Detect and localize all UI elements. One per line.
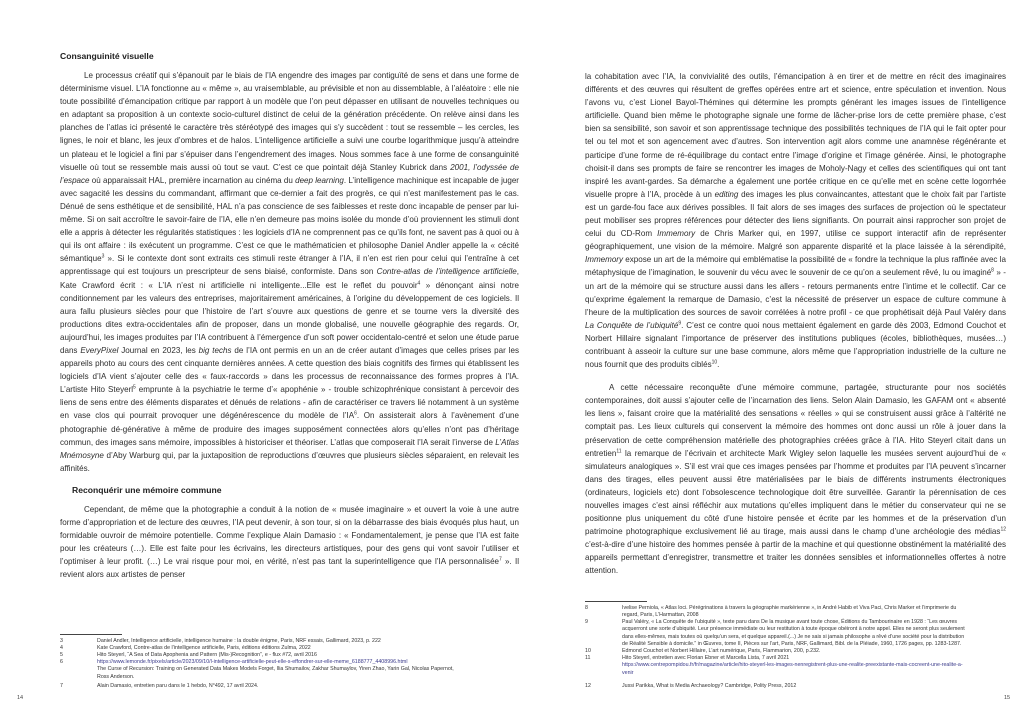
footnote-4: [60, 645, 460, 652]
footnote-ref[interactable]: 6: [354, 410, 357, 417]
italic-title: Immemory: [657, 229, 696, 239]
page-number-left: 14: [17, 695, 24, 701]
footnote-text: Ivelise Perniola, « Atlas loci. Pérégrinations à travers la géographie markérienne », in André Habib et Viva Paci, Chris Marker et l’imprimerie du regard, Paris, L’Harmattan, 2008: [622, 604, 957, 618]
footnote-ref[interactable]: 9: [678, 320, 682, 327]
text-run: la remarque de l’écrivain et architecte Mark Wigley selon laquelle les musées servent aujourd’hui de « simulateurs analogiques ». S’il est vrai que ces images pensées par l’homme et produites par l’IA peuvent s’incarner dans des tirages, elles peuvent aussi être matérialisées par le biais de différents instruments électroniques (ordinateurs, logiciels etc) dont l’obsolescence technologique doit être surveillée. Garantir la pérennisation de ces nouvelles images c’est ainsi réfléchir aux mutations qu’elles impliquent dans le métier du conservateur qui ne se positionne plus uniquement du côté d’une histoire pensée et écrite par les hommes et de la préservation d’un patrimoine photographique exclusivement lié au tirage, mais aussi dans le champ d’une archéologie des médias: [585, 448, 1006, 537]
italic-title: La Conquête de l’ubiquité: [585, 320, 679, 330]
footnote-ref[interactable]: 3: [101, 253, 105, 260]
footnote-separator: [60, 634, 122, 635]
footnote-ref[interactable]: 5: [133, 384, 136, 391]
footnote-link[interactable]: https://www.centrepompidou.fr/fr/magazine/article/hito-steyerl-les-images-nenregistrent-plus-une-realite-preexistante-mais-cocreent-une-realite-a-venir: [622, 662, 963, 676]
text-run: » dénonçant ainsi notre conditionnement par les valeurs des entreprises, majoritairement américaines, à l’origine du développement de ces logiciels. Il aura fallu plusieurs siècles pour que l’histoire de l’art s’ouvre aux questions de genre et se tourne vers la diversité des productions dites extra-occidentales afin de proposer, dans un monde globalisé, une nouvelle géographie des regards. Or, aujourd’hui, les images produites par l’IA contribuent à l’émergence d’un soft power occidentalo-centré et selon une étude parue dans: [60, 280, 519, 355]
footnote-ref[interactable]: 11: [616, 447, 622, 454]
footnote-text: Paul Valéry, « La Conquête de l’ubiquité », texte paru dans De la musique avant toute chose, Éditions du Tambourinaire en 1928 : “Les œuvres acquerront une sorte d’ubiquité. Leur présence immédiate ou leur restitution à toute époque obéiront à notre appel. Elles ne seront plus seulement dans elles-mêmes, mais toutes où quelqu’un sera, et quelque appareil.(...) Je ne sais si jamais philosophe a rêvé d’une société pour la distribution de Réalité Sensible à domicile.” in Œuvres, tome II, Pièces sur l’art, Paris, NRF, Gallimard, Bibl. de la Pléiade, 1960, 1726 pages, pp. 1283-1287.: [622, 619, 965, 647]
footnote-10: [585, 648, 965, 655]
right-page: [512, 0, 1024, 724]
footnote-9: [585, 619, 965, 648]
layout-spacer: [60, 581, 519, 633]
footnote-ref[interactable]: 12: [1000, 526, 1006, 533]
footnote-ref[interactable]: 4: [417, 279, 421, 286]
footnote-ref[interactable]: 7: [499, 556, 502, 563]
italic-term: editing: [714, 189, 739, 199]
footnote-text: Alain Damasio, entretien paru dans le 1 hebdo, N°492, 17 avril 2024.: [97, 682, 259, 689]
left-page-flow: [60, 50, 519, 690]
footnote-text: Daniel Andler, Intelligence artificielle, intelligence humaine : la double énigme, Paris, NRF essais, Gallimard, 2023, p. 222: [97, 637, 381, 644]
italic-title: 2001, l’odyssée de l’espace: [60, 162, 520, 185]
text-run: des images les plus convaincantes, attestant que le choix fait par l’artiste est un garde-fou face aux dérives possibles. Il fait alors de ses images des surfaces de projection où le spectateur peut mobiliser ses propres références pour détecter des liens signifiants. On pourrait ainsi rapprocher son projet de celui du CD-Rom: [585, 189, 1006, 239]
footnote-number: 11: [585, 655, 591, 662]
footnote-body: [622, 655, 965, 677]
footnote-text: The Curse of Recursion: Training on Generated Data Makes Models Forget, Ilia Shumailov, Zakhar Shumaylov, Yiren Zhao, Yarin Gal, Nicolas Papernot, Ross Anderson.: [97, 666, 454, 680]
text-run: Journal en 2023, les: [118, 345, 199, 355]
paragraph-gap: [585, 371, 1006, 381]
left-footnotes: [60, 638, 460, 690]
text-run: . On assisterait alors à l’avènement d’une photographie dé-générative à même de produire des images supposément connectées alors qu’elles n’ont pas d’héritage commun, des images sans mémoire, impossibles à historiciser et théoriser. L’atlas que composerait l’IA serait l’inverse de: [60, 411, 519, 447]
footnote-link[interactable]: https://www.lemonde.fr/pixels/article/2023/09/10/l-intelligence-artificielle-peut-elle-s-effondrer-sur-elle-meme_6188777_4408996.html: [97, 659, 408, 666]
italic-title: Immemory: [585, 255, 623, 265]
text-run: où apparaissait HAL, première incarnation au cinéma du: [89, 175, 296, 185]
footnote-number: 5: [60, 651, 63, 658]
footnote-text: Edmond Couchot et Norbert Hillaire, L’art numérique, Paris, Flammarion, 200, p.232.: [622, 647, 821, 654]
footnote-separator: [585, 601, 647, 602]
right-body-paragraph-1: [585, 70, 1006, 371]
italic-term: deep learning: [295, 175, 344, 185]
footnote-number: 6: [60, 659, 63, 666]
italic-title: L’Atlas Mnémosyne: [60, 437, 519, 460]
text-run: de Chris Marker qui, en 1997, utilise ce support interactif afin de représenter géographiquement, une vision de la mémoire. Malgré son apparente disparité et la place laissée à la sérendipité,: [585, 229, 1006, 252]
footnote-number: 12: [585, 682, 591, 689]
italic-term: big techs: [198, 345, 232, 355]
footnote-number: 7: [60, 682, 63, 689]
footnote-text: Jussi Parikka, What is Media Archaeology? Cambridge, Polity Press, 2012: [622, 682, 797, 689]
text-run: , Kate Crawford écrit : « L’IA n’est ni artificielle ni intelligente...Elle est le reflet du pouvoir: [60, 267, 519, 290]
text-run: ». Si le contexte dont sont extraits ces stimuli reste étranger à l’IA, il n’en est rien pour celui qui l’entraîne à cet apprentissage qui est toujours un prescripteur de sens biaisé, conformiste. Dans son: [60, 254, 519, 277]
text-run: A cette nécessaire reconquête d’une mémoire commune, partagée, structurante pour nos sociétés contemporaines, doit aussi s’ajouter celle de l’incarnation des liens. Selon Alain Damasio, les GAFAM ont « absenté les liens », faisant croire que la matérialité des sensations « réelles » qui se construisent aussi grâce à l’altérité ne comptait pas. Les lieux culturels qui conservent la mémoire des hommes ont donc aussi un rôle à jouer dans la préservation de cette compréhension matérielle des photographies créées grâce à l’IA. Hito Steyerl citait dans un entretien: [585, 383, 1006, 458]
footnote-text: Hito Steyerl, entretien avec Florian Ebner et Marcella Lista, 7 avril 2021: [622, 655, 790, 662]
left-body-paragraph-1: [60, 69, 519, 475]
footnote-number: 10: [585, 647, 591, 654]
section-heading-reconquerir: Reconquérir une mémoire commune: [72, 484, 222, 495]
text-run: . C’est ce contre quoi nous mettaient également en garde dès 2003, Edmond Couchot et Norbert Hillaire signalant l’importance de préserver des institutions publiques (écoles, bibliothèques, musées…) contribuant à asseoir la culture sur une base commune, alors même que l’appropriation industrielle de la culture ne nous fournit que des produits ciblés: [585, 320, 1006, 370]
footnote-11: [585, 655, 965, 677]
footnote-ref[interactable]: 8: [991, 267, 994, 274]
text-run: .: [717, 360, 720, 370]
left-body-paragraph-2: [60, 503, 519, 582]
layout-spacer: [585, 578, 1006, 601]
footnote-7: [60, 683, 460, 690]
footnote-body: [97, 659, 460, 681]
text-run: d’Aby Warburg qui, par la juxtaposition de reproductions d’œuvres que plusieurs siècles séparaient, en relevait les affinités.: [60, 450, 519, 473]
page-number-right: 15: [1004, 695, 1011, 701]
footnote-3: [60, 638, 460, 645]
footnote-text: Hito Steyerl, “A Sea of Data Apophenia and Pattern (Mis-)Recognition”, e - flux #72, avril 2016: [97, 651, 317, 658]
text-run: ». Il revient alors aux artistes de penser: [60, 557, 519, 580]
footnote-number: 4: [60, 644, 63, 651]
footnote-5: [60, 652, 460, 659]
right-body-paragraph-2: [585, 381, 1006, 577]
italic-title: Contre-atlas de l’intelligence artificielle: [376, 267, 517, 277]
text-run: expose un art de la mémoire qui emblématise la possibilité de « fondre la technique la plus raffinée avec la métaphysique de l’imagination, le souvenir du vécu avec le souvenir de ce qu’on a seulement rêvé, lu ou imaginé: [585, 255, 1006, 278]
section-heading-consanguinite: Consanguinité visuelle: [60, 51, 154, 61]
footnote-number: 9: [585, 619, 588, 626]
footnote-number: 3: [60, 637, 63, 644]
footnote-12: [585, 683, 965, 690]
text-run: Cependant, de même que la photographie a conduit à la notion de « musée imaginaire » et ouvert la voie à une autre forme d’appropriation et de lecture des œuvres, l’IA peut devenir, à son tour, si on la débarrasse des biais évoqués plus haut, un formidable ouvroir de mémoire potentielle. Comme l’explique Alain Damasio : « Fondamentalement, je pense que l’IA est faite pour les créateurs (…). Elle est faite pour les écrivains, les directeurs artistiques, pour des gens qui vont savoir l’utiliser et l’optimiser à leur profit. (…) Le vrai risque pour moi, en vérité, n’est pas tant la superintelligence que l’IA personnalisée: [60, 504, 519, 567]
text-run: emprunte à la psychiatrie le terme d’« apophénie » - trouble schizophrénique consistant à percevoir des liens de sens entre des éléments disparates et dénués de relations - afin de caractériser ce travers lié notamment à un système en vase clos qui pourrait provoquer une dégénérescence du modèle de l’IA: [60, 385, 519, 421]
footnote-6: [60, 659, 460, 681]
right-page-flow: [585, 70, 1006, 690]
text-run: c’est-à-dire d’une histoire des hommes pensée à partir de la machine et qui questionne obstinément la matérialité des appareils permettant d’enregistrer, transmettre et traiter les données sensibles et informationnelles offertes à notre attention.: [585, 540, 1006, 576]
footnote-8: [585, 605, 965, 619]
footnote-number: 8: [585, 604, 588, 611]
footnote-text: Kate Crawford, Contre-atlas de l’intelligence artificielle, Paris, éditions éditions Zulma, 2022: [97, 644, 311, 651]
right-footnotes: [585, 605, 965, 690]
italic-term: EveryPixel: [80, 345, 119, 355]
text-run: la cohabitation avec l’IA, la convivialité des outils, l’émancipation à en tirer et de mettre en récit des imaginaires différents et des œuvres qui résultent de greffes opérées entre art et science, entre spéculation et invention. Nous l’avons vu, c’est Lionel Bayol-Thémines qui détermine les prompts générant les images issues de l’intelligence artificielle. Quand bien même le photographe signale une forme de lâcher-prise lors de cette première phase, c’est bien sa sensibilité, son savoir et son apprentissage technique des possibilités techniques de l’IA qui le fait opter pour tel ou tel mot et son agencement avec d’autres. Son intervention agit alors comme une anamnèse régénérante et participe d’une forme de ré-équilibrage du contact entre l’image d’origine et l’image générée. Ainsi, le photographe choisit-il dans ses prompts de faire se rencontrer les images de Moholy-Nagy et celles des scientifiques qui ont tant inspiré les avant-gardes. Sa démarche a également une portée critique en ce qu’elle met en scène cette logorrhée visuelle propre à l’IA, procède à un: [585, 72, 1006, 199]
text-run: Le processus créatif qui s’épanouit par le biais de l’IA engendre des images par contiguïté de sens et dans une forme de déterminisme visuel. L’IA fonctionne au « même », au vraisemblable, au prévisible et non au dissemblable, à l’aléatoire : elle nie toute possibilité d’émancipation critique par rapport à un modèle que l’on peut dépasser en utilisant de nouvelles techniques ou en adaptant sa proposition à un contexte socio-culturel distinct de celui de la génération précédente. On relève ainsi dans les planches de l’atlas ici présenté le caractère très stéréotypé des images qui s’y succèdent : tout se ressemble – les cercles, les lignes, le noir et blanc, les jeux d’ombres et de halos. L’intelligence artificielle a suivi une courbe logarithmique jusqu’à atteindre un plateau et le logiciel a fini par s’épuiser dans l’engendrement des images. Nous sommes face à une forme de consanguinité visuelle où tout se ressemble mais aussi où tout se vaut. C’est ce que pointait déjà Stanley Kubrick dans: [60, 71, 519, 172]
text-run: . L’intelligence machinique est incapable de juger avec sagacité les dessins du commandant, affirmant que ce-dernier a fait des progrès, ce qui n’est manifestement pas le cas. Dénué de sens esthétique et de sensibilité, HAL n’a pas conscience de ses faiblesses et reste donc incapable de penser par lui-même. Si on sait accroître le savoir-faire de l’IA, elle n’en demeure pas moins isolée du monde d’où proviennent les stimuli dont elle a appris à détecter les régularités statistiques : les logiciels d’IA ne comprennent pas ce qu’ils font, ne savent pas à quoi ou à qui ils ont affaire : ils exécutent un programme. C’est ce que le mathématicien et philosophe Daniel Andler appelle la « cécité sémantique: [60, 175, 519, 264]
text-run: » - un art de la mémoire qui se structure aussi dans les allers - retours permanents entre l’intime et le collectif. Car ce qu’exprime également la remarque de Damasio, c’est la nécessité de préserver un espace de culture commune à l’heure de la multiplication des sources de savoir corrélées à notre profil - ce que prophétisait déjà Paul Valéry dans: [585, 268, 1006, 317]
footnote-ref[interactable]: 10: [711, 359, 718, 366]
text-run: de l’IA ont permis en un an de créer autant d’images que celles prises par les appareils photo au cours des cent cinquante dernières années. A cette question des biais cognitifs des firmes qui établissent les logiciels d’IA vient s’ajouter celle des « faux-raccords » dans les processus de reconnaissance des formes propres à l’IA. L’artiste Hito Steyerl: [60, 345, 519, 395]
